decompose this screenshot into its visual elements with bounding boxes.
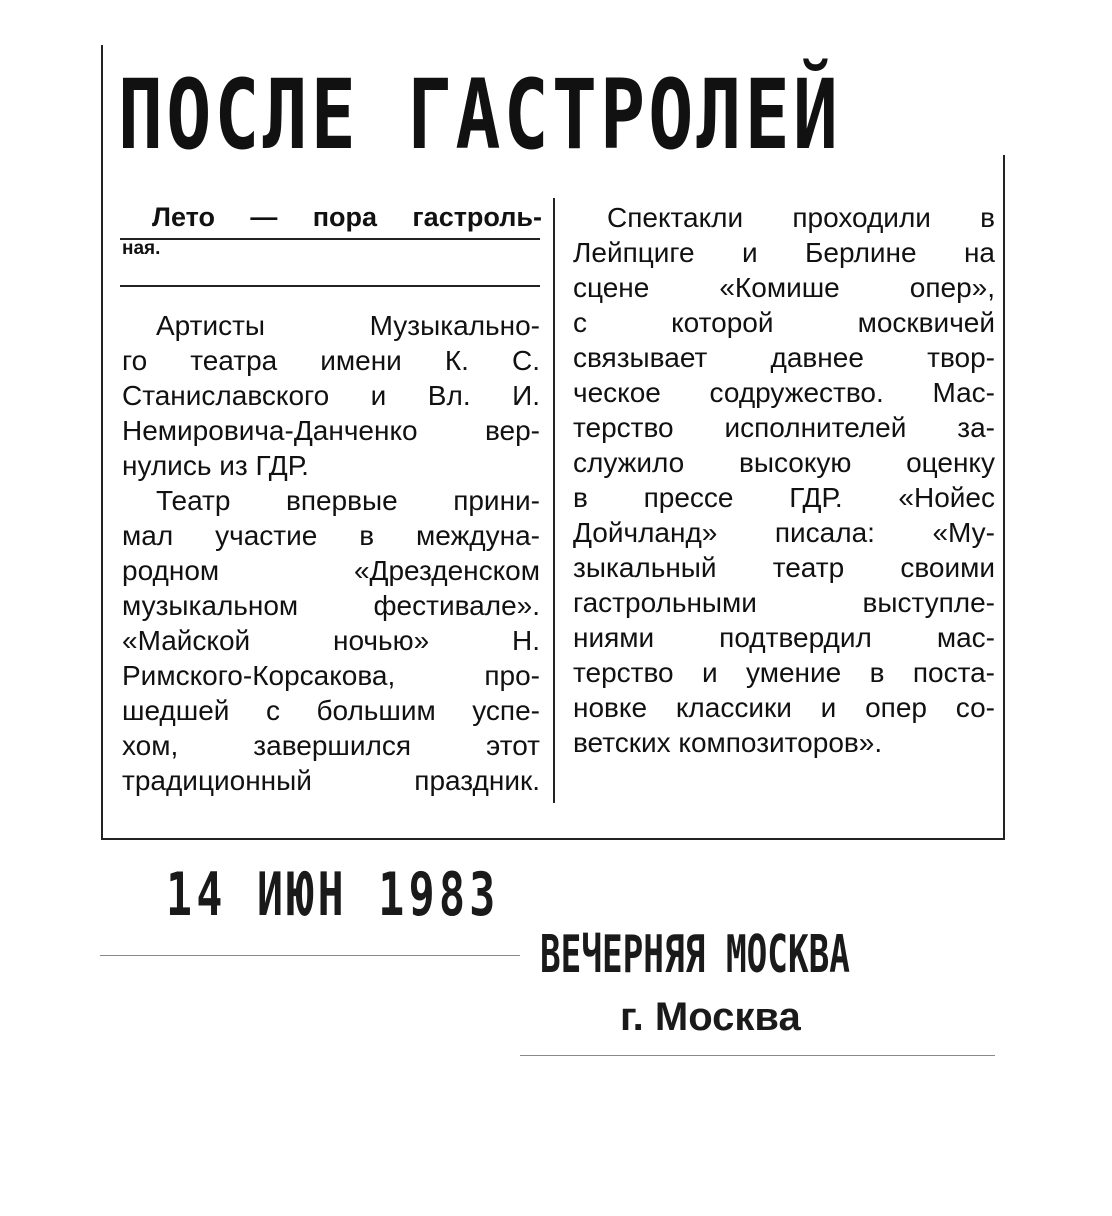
stamp-rule <box>100 955 520 956</box>
text-line: гастрольными выступле- <box>573 587 995 618</box>
text-line: Станиславского и Вл. И. <box>122 380 540 411</box>
text-line: Римского-Корсакова, про- <box>122 660 540 691</box>
text-line: Лейпциге и Берлине на <box>573 237 995 268</box>
headline: ПОСЛЕ ГАСТРОЛЕЙ <box>118 59 842 171</box>
lead-rule-bottom <box>120 285 540 287</box>
right-paragraph-1 <box>573 200 995 760</box>
text-line: мал участие в междуна- <box>122 520 540 551</box>
text-line: шедшей с большим успе- <box>122 695 540 726</box>
text-line: традиционный праздник. <box>122 765 540 796</box>
text-line: Театр впервые прини- <box>156 485 540 516</box>
text-line: в прессе ГДР. «Нойес <box>573 482 995 513</box>
text-line: хом, завершился этот <box>122 730 540 761</box>
left-paragraph-2 <box>122 483 540 798</box>
text-line: ческое содружество. Мас- <box>573 377 995 408</box>
left-column <box>122 308 540 798</box>
text-line: ветских композиторов». <box>573 727 883 758</box>
text-line: «Майской ночью» Н. <box>122 625 540 656</box>
text-line: с которой москвичей <box>573 307 995 338</box>
lead-paragraph <box>122 200 542 264</box>
date-stamp: 14 ИЮН 1983 <box>166 860 500 930</box>
text-line: новке классики и опер со- <box>573 692 995 723</box>
lead-line-1: Лето — пора гастроль- <box>152 202 542 232</box>
text-line: связывает давнее твор- <box>573 342 995 373</box>
right-column <box>573 200 995 760</box>
left-paragraph-1 <box>122 308 540 483</box>
text-line: Дойчланд» писала: «Му- <box>573 517 995 548</box>
text-line: Спектакли проходили в <box>607 202 995 233</box>
text-line: зыкальный театр своими <box>573 552 995 583</box>
text-line: Немировича-Данченко вер- <box>122 415 540 446</box>
text-line: Артисты Музыкально- <box>156 310 540 341</box>
text-line: го театра имени К. С. <box>122 345 540 376</box>
city-stamp: г. Москва <box>620 995 801 1039</box>
text-line: музыкальном фестивале». <box>122 590 540 621</box>
clipping-left-border <box>101 45 103 840</box>
clipping-right-border <box>1003 155 1005 840</box>
text-line: терство и умение в поста- <box>573 657 995 688</box>
text-line: сцене «Комише опер», <box>573 272 995 303</box>
text-line: ниями подтвердил мас- <box>573 622 995 653</box>
text-line: родном «Дрезденском <box>122 555 540 586</box>
stamp-rule <box>520 1055 995 1056</box>
text-line: терство исполнителей за- <box>573 412 995 443</box>
column-divider <box>553 198 555 803</box>
newspaper-name-stamp: ВЕЧЕРНЯЯ МОСКВА <box>540 925 850 985</box>
text-line: нулись из ГДР. <box>122 450 309 481</box>
text-line: служило высокую оценку <box>573 447 995 478</box>
lead-line-2: ная. <box>122 238 161 259</box>
clipping-bottom-border <box>101 838 1005 840</box>
